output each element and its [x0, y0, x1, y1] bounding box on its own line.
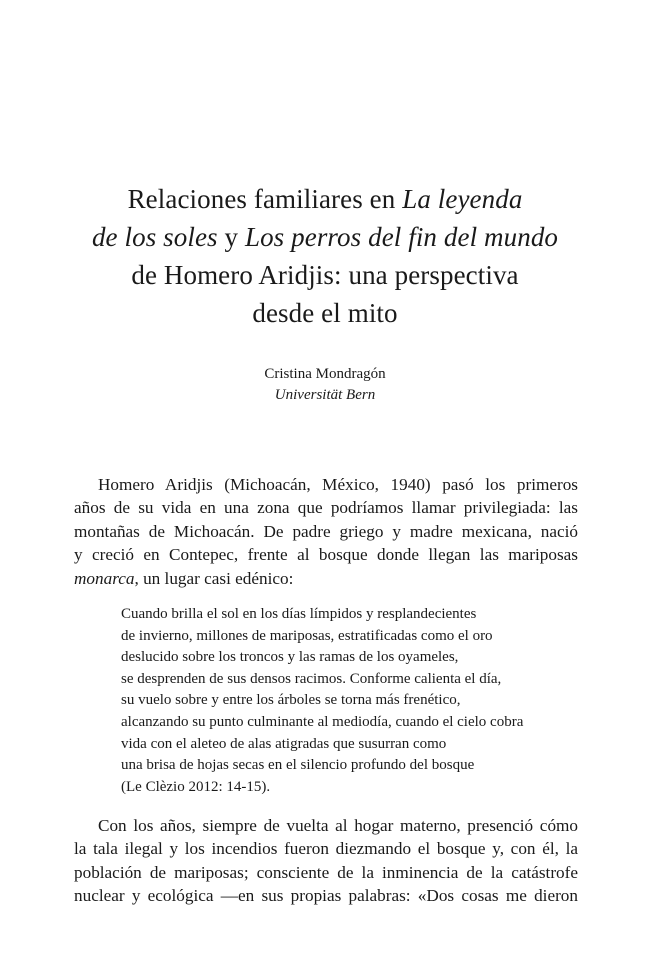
author-affiliation: Universität Bern: [274, 387, 376, 403]
title-line-3: de Homero Aridjis: una perspectiva: [131, 260, 519, 290]
quote-line: alcanzando su punto culminante al mediodía, cuando el cielo cobra: [121, 713, 524, 730]
paragraph-2-line: la tala ilegal y los incendios fueron diezmando el bosque y, con él, la: [74, 839, 578, 859]
author-name: Cristina Mondragón: [264, 366, 386, 382]
quote-citation: (Le Clèzio 2012: 14-15).: [121, 778, 271, 795]
paragraph-1-line: años de su vida en una zona que podríamos llamar privilegiada: las: [74, 498, 578, 518]
title-line-1: Relaciones familiares en La leyenda: [127, 184, 523, 214]
italic-monarca: monarca: [74, 568, 135, 588]
article-title: [60, 180, 590, 332]
title-line-4: desde el mito: [252, 298, 398, 328]
quote-line: Cuando brilla el sol en los días límpidos y resplandecientes: [121, 606, 477, 622]
quote-line: se desprenden de sus densos racimos. Conforme calienta el día,: [121, 670, 502, 687]
title-italic-la-leyenda: La leyenda: [402, 184, 523, 214]
title-line-2: de los soles y Los perros del fin del mundo: [91, 222, 559, 252]
quote-line: vida con el aleteo de alas atigradas que susurran como: [121, 735, 447, 752]
quote-line: deslucido sobre los troncos y las ramas de los oyameles,: [121, 649, 459, 666]
quote-line: una brisa de hojas secas en el silencio profundo del bosque: [121, 757, 475, 774]
paragraph-2-line: población de mariposas; consciente de la inminencia de la catástrofe: [74, 862, 578, 882]
paragraph-1-line: monarca, un lugar casi edénico:: [74, 568, 294, 588]
quote-line: su vuelo sobre y entre los árboles se torna más frenético,: [121, 692, 461, 709]
paragraph-1-line: Homero Aridjis (Michoacán, México, 1940) pasó los primeros: [98, 475, 578, 494]
paragraph-1: [74, 473, 578, 590]
title-italic-de-los-soles: de los soles: [91, 222, 218, 252]
block-quote: [121, 604, 581, 798]
title-italic-los-perros: Los perros del fin del mundo: [244, 222, 559, 252]
quote-line: de invierno, millones de mariposas, estratificadas como el oro: [121, 627, 493, 644]
paragraph-2-line: Con los años, siempre de vuelta al hogar materno, presenció cómo: [98, 816, 578, 835]
paragraph-1-line: montañas de Michoacán. De padre griego y madre mexicana, nació: [74, 521, 578, 541]
paragraph-1-line: y creció en Contepec, frente al bosque donde llegan las mariposas: [74, 545, 578, 565]
paragraph-2-line: nuclear y ecológica —en sus propias palabras: «Dos cosas me dieron: [74, 886, 578, 906]
paragraph-2: [74, 814, 578, 908]
